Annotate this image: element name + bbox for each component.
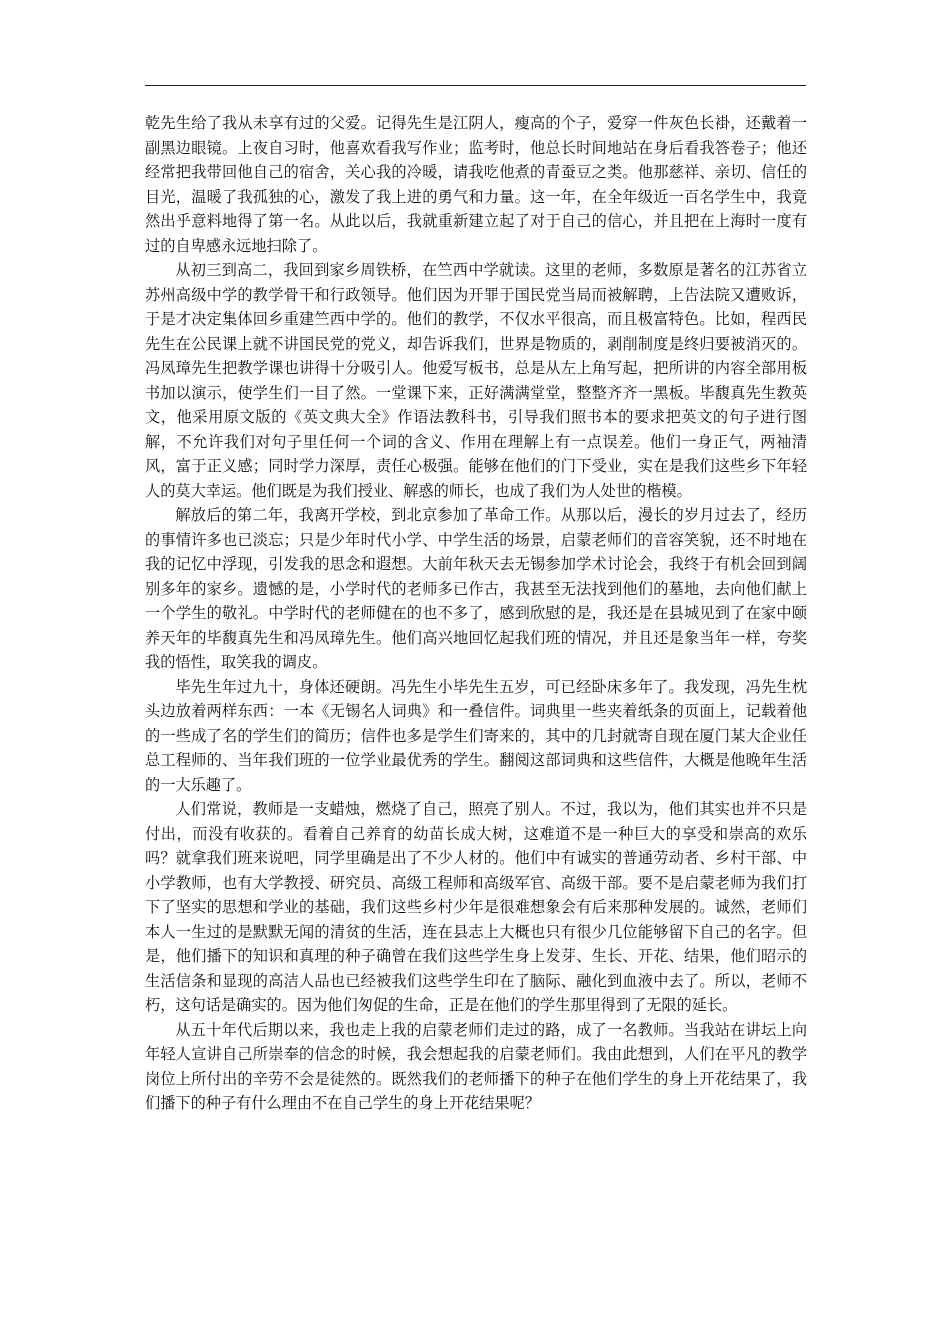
paragraph-5: 人们常说，教师是一支蜡烛，燃烧了自己，照亮了别人。不过，我以为，他们其实也并不只是付出，而没有收获的。看着自己养育的幼苗长成大树，这难道不是一种巨大的享受和崇高的欢乐吗？就拿我们班来说吧，同学里确是出了不少人材的。他们中有诚实的普通劳动者、乡村干部、中小学教师，也有大学教授、研究员、高级工程师和高级军官、高级干部。要不是启蒙老师为我们打下了坚实的思想和学业的基础，我们这些乡村少年是很难想象会有后来那种发展的。诚然，老师们本人一生过的是默默无闻的清贫的生活，连在县志上大概也只有很少几位能够留下自己的名字。但是，他们播下的知识和真理的种子确曾在我们这些学生身上发芽、生长、开花、结果，他们昭示的生活信条和显现的高洁人品也已经被我们这些学生印在了脑际、融化到血液中去了。所以，老师不朽，这句话是确实的。因为他们匆促的生命，正是在他们的学生那里得到了无限的延长。 <box>145 800 807 1014</box>
article-body <box>145 111 807 1116</box>
paragraph-4: 毕先生年过九十，身体还硬朗。冯先生小毕先生五岁，可已经卧床多年了。我发现，冯先生枕头边放着两样东西：一本《无锡名人词典》和一叠信件。词典里一些夹着纸条的页面上，记载着他的一些成了名的学生们的简历；信件也多是学生们寄来的，其中的几封就寄自现在厦门某大企业任总工程师的、当年我们班的一位学业最优秀的学生。翻阅这部词典和这些信件，大概是他晚年生活的一大乐趣了。 <box>145 677 807 794</box>
paragraph-2: 从初三到高二，我回到家乡周铁桥，在竺西中学就读。这里的老师，多数原是著名的江苏省立苏州高级中学的教学骨干和行政领导。他们因为开罪于国民党当局而被解聘，上告法院又遭败诉，于是才决定集体回乡重建竺西中学的。他们的教学，不仅水平很高，而且极富特色。比如，程西民先生在公民课上就不讲国民党的党义，却告诉我们，世界是物质的，剥削制度是终归要被消灭的。冯凤璋先生把教学课也讲得十分吸引人。他爱写板书，总是从左上角写起，把所讲的内容全部用板书加以演示，使学生们一目了然。一堂课下来，正好满满堂堂，整整齐齐一黑板。毕馥真先生教英文，他采用原文版的《英文典大全》作语法教科书，引导我们照书本的要求把英文的句子进行图解，不允许我们对句子里任何一个词的含义、作用在理解上有一点误差。他们一身正气，两袖清风，富于正义感；同时学力深厚，责任心极强。能够在他们的门下受业，实在是我们这些乡下年轻人的莫大幸运。他们既是为我们授业、解惑的师长，也成了我们为人处世的楷模。 <box>145 261 807 500</box>
paragraph-3: 解放后的第二年，我离开学校，到北京参加了革命工作。从那以后，漫长的岁月过去了，经历的事情许多也已淡忘；只是少年时代小学、中学生活的场景，启蒙老师们的音容笑貌，还不时地在我的记忆中浮现，引发我的思念和遐想。大前年秋天去无锡参加学术讨论会，我终于有机会回到阔别多年的家乡。遗憾的是，小学时代的老师多已作古，我甚至无法找到他们的墓地，去向他们献上一个学生的敬礼。中学时代的老师健在的也不多了，感到欣慰的是，我还是在县城见到了在家中颐养天年的毕馥真先生和冯凤璋先生。他们高兴地回忆起我们班的情况，并且还是象当年一样，夸奖我的悟性，取笑我的调皮。 <box>145 506 807 671</box>
paragraph-6: 从五十年代后期以来，我也走上我的启蒙老师们走过的路，成了一名教师。当我站在讲坛上向年轻人宣讲自己所崇奉的信念的时候，我会想起我的启蒙老师们。我由此想到，人们在平凡的教学岗位上所付出的辛劳不会是徒然的。既然我们的老师播下的种子在他们学生的身上开花结果了，我们播下的种子有什么理由不在自己学生的身上开花结果呢？ <box>145 1020 807 1112</box>
header-rule <box>145 85 806 86</box>
paragraph-1: 乾先生给了我从未享有过的父爱。记得先生是江阴人，瘦高的个子，爱穿一件灰色长褂，还戴着一副黑边眼镜。上夜自习时，他喜欢看我写作业；监考时，他总长时间地站在身后看我答卷子；他还经常把我带回他自己的宿舍，关心我的冷暖，请我吃他煮的青蚕豆之类。他那慈祥、亲切、信任的目光，温暖了我孤独的心，激发了我上进的勇气和力量。这一年，在全年级近一百名学生中，我竟然出乎意料地得了第一名。从此以后，我就重新建立起了对于自己的信心，并且把在上海时一度有过的自卑感永远地扫除了。 <box>145 114 807 255</box>
